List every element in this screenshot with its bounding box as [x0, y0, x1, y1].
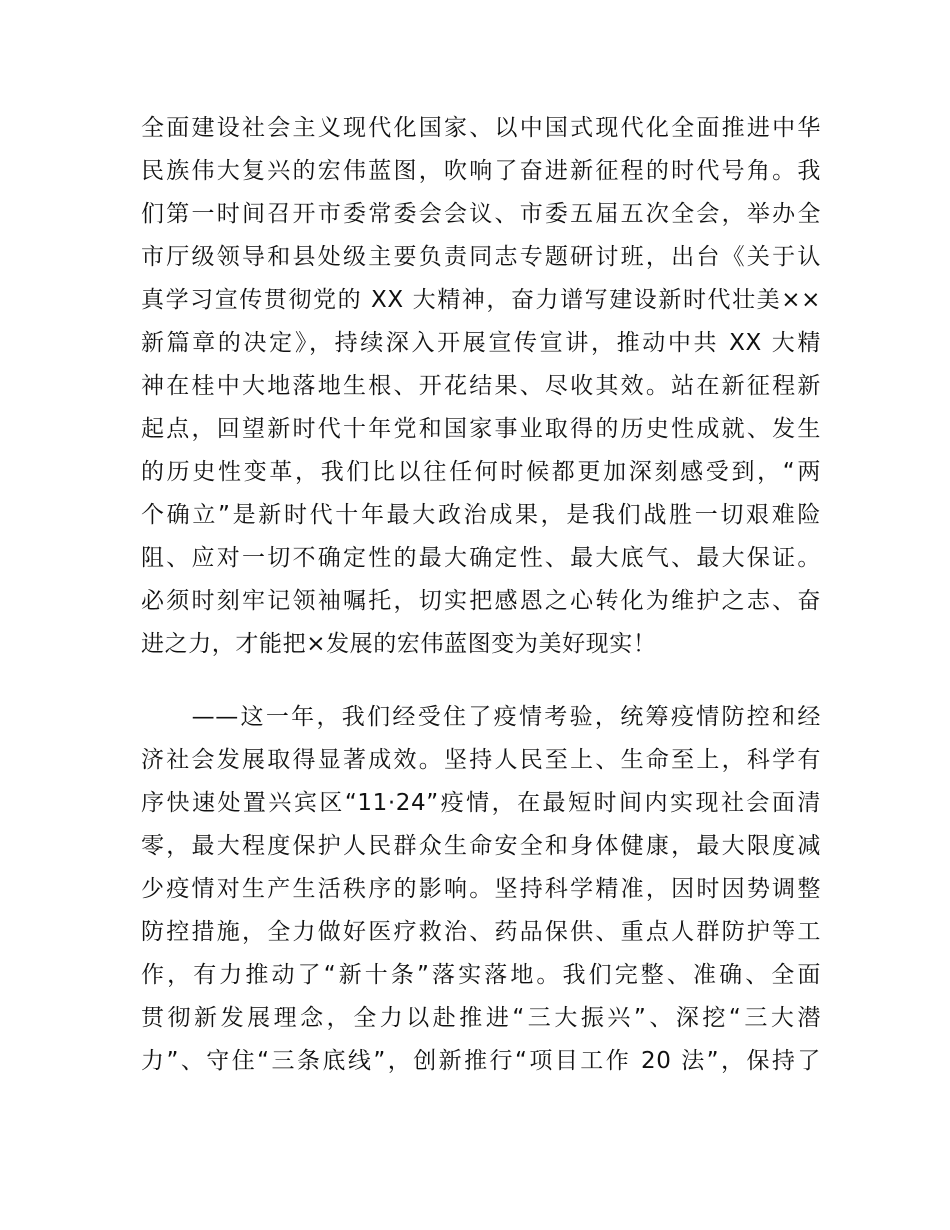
text-line: ——这一年，我们经受住了疫情考验，统筹疫情防控和经: [141, 704, 821, 730]
text-line: 作，有力推动了“新十条”落实落地。我们完整、准确、全面: [141, 962, 821, 988]
text-line: 阻、应对一切不确定性的最大确定性、最大底气、最大保证。: [141, 545, 821, 571]
text-line: 新篇章的决定》，持续深入开展宣传宣讲，推动中共 XX 大精: [141, 330, 821, 356]
paragraph-1: [141, 107, 821, 666]
text-line: 防控措施，全力做好医疗救治、药品保供、重点人群防护等工: [141, 919, 821, 945]
text-line: 济社会发展取得显著成效。坚持人民至上、生命至上，科学有: [141, 747, 821, 773]
text-line: 全面建设社会主义现代化国家、以中国式现代化全面推进中华: [141, 115, 821, 141]
text-line: 贯彻新发展理念，全力以赴推进“三大振兴”、深挖“三大潜: [141, 1005, 821, 1031]
text-line: 序快速处置兴宾区“11·24”疫情，在最短时间内实现社会面清: [141, 790, 821, 816]
text-line: 们第一时间召开市委常委会会议、市委五届五次全会，举办全: [141, 201, 821, 227]
paragraph-2: [141, 696, 821, 1083]
text-line: 的历史性变革，我们比以往任何时候都更加深刻感受到，“两: [141, 459, 821, 485]
text-line: 必须时刻牢记领袖嘱托，切实把感恩之心转化为维护之志、奋: [141, 588, 821, 614]
text-line: 少疫情对生产生活秩序的影响。坚持科学精准，因时因势调整: [141, 876, 821, 902]
text-line: 真学习宣传贯彻党的 XX 大精神，奋力谱写建设新时代壮美××: [141, 287, 821, 313]
text-line: 神在桂中大地落地生根、开花结果、尽收其效。站在新征程新: [141, 373, 821, 399]
text-line-last: 进之力，才能把×发展的宏伟蓝图变为美好现实！: [141, 631, 657, 657]
text-line: 民族伟大复兴的宏伟蓝图，吹响了奋进新征程的时代号角。我: [141, 158, 821, 184]
text-line: 力”、守住“三条底线”，创新推行“项目工作 20 法”，保持了: [141, 1048, 821, 1074]
text-line: 零，最大程度保护人民群众生命安全和身体健康，最大限度减: [141, 833, 821, 859]
text-line: 起点，回望新时代十年党和国家事业取得的历史性成就、发生: [141, 416, 821, 442]
text-line: 市厅级领导和县处级主要负责同志专题研讨班，出台《关于认: [141, 244, 821, 270]
text-line: 个确立”是新时代十年最大政治成果，是我们战胜一切艰难险: [141, 502, 821, 528]
